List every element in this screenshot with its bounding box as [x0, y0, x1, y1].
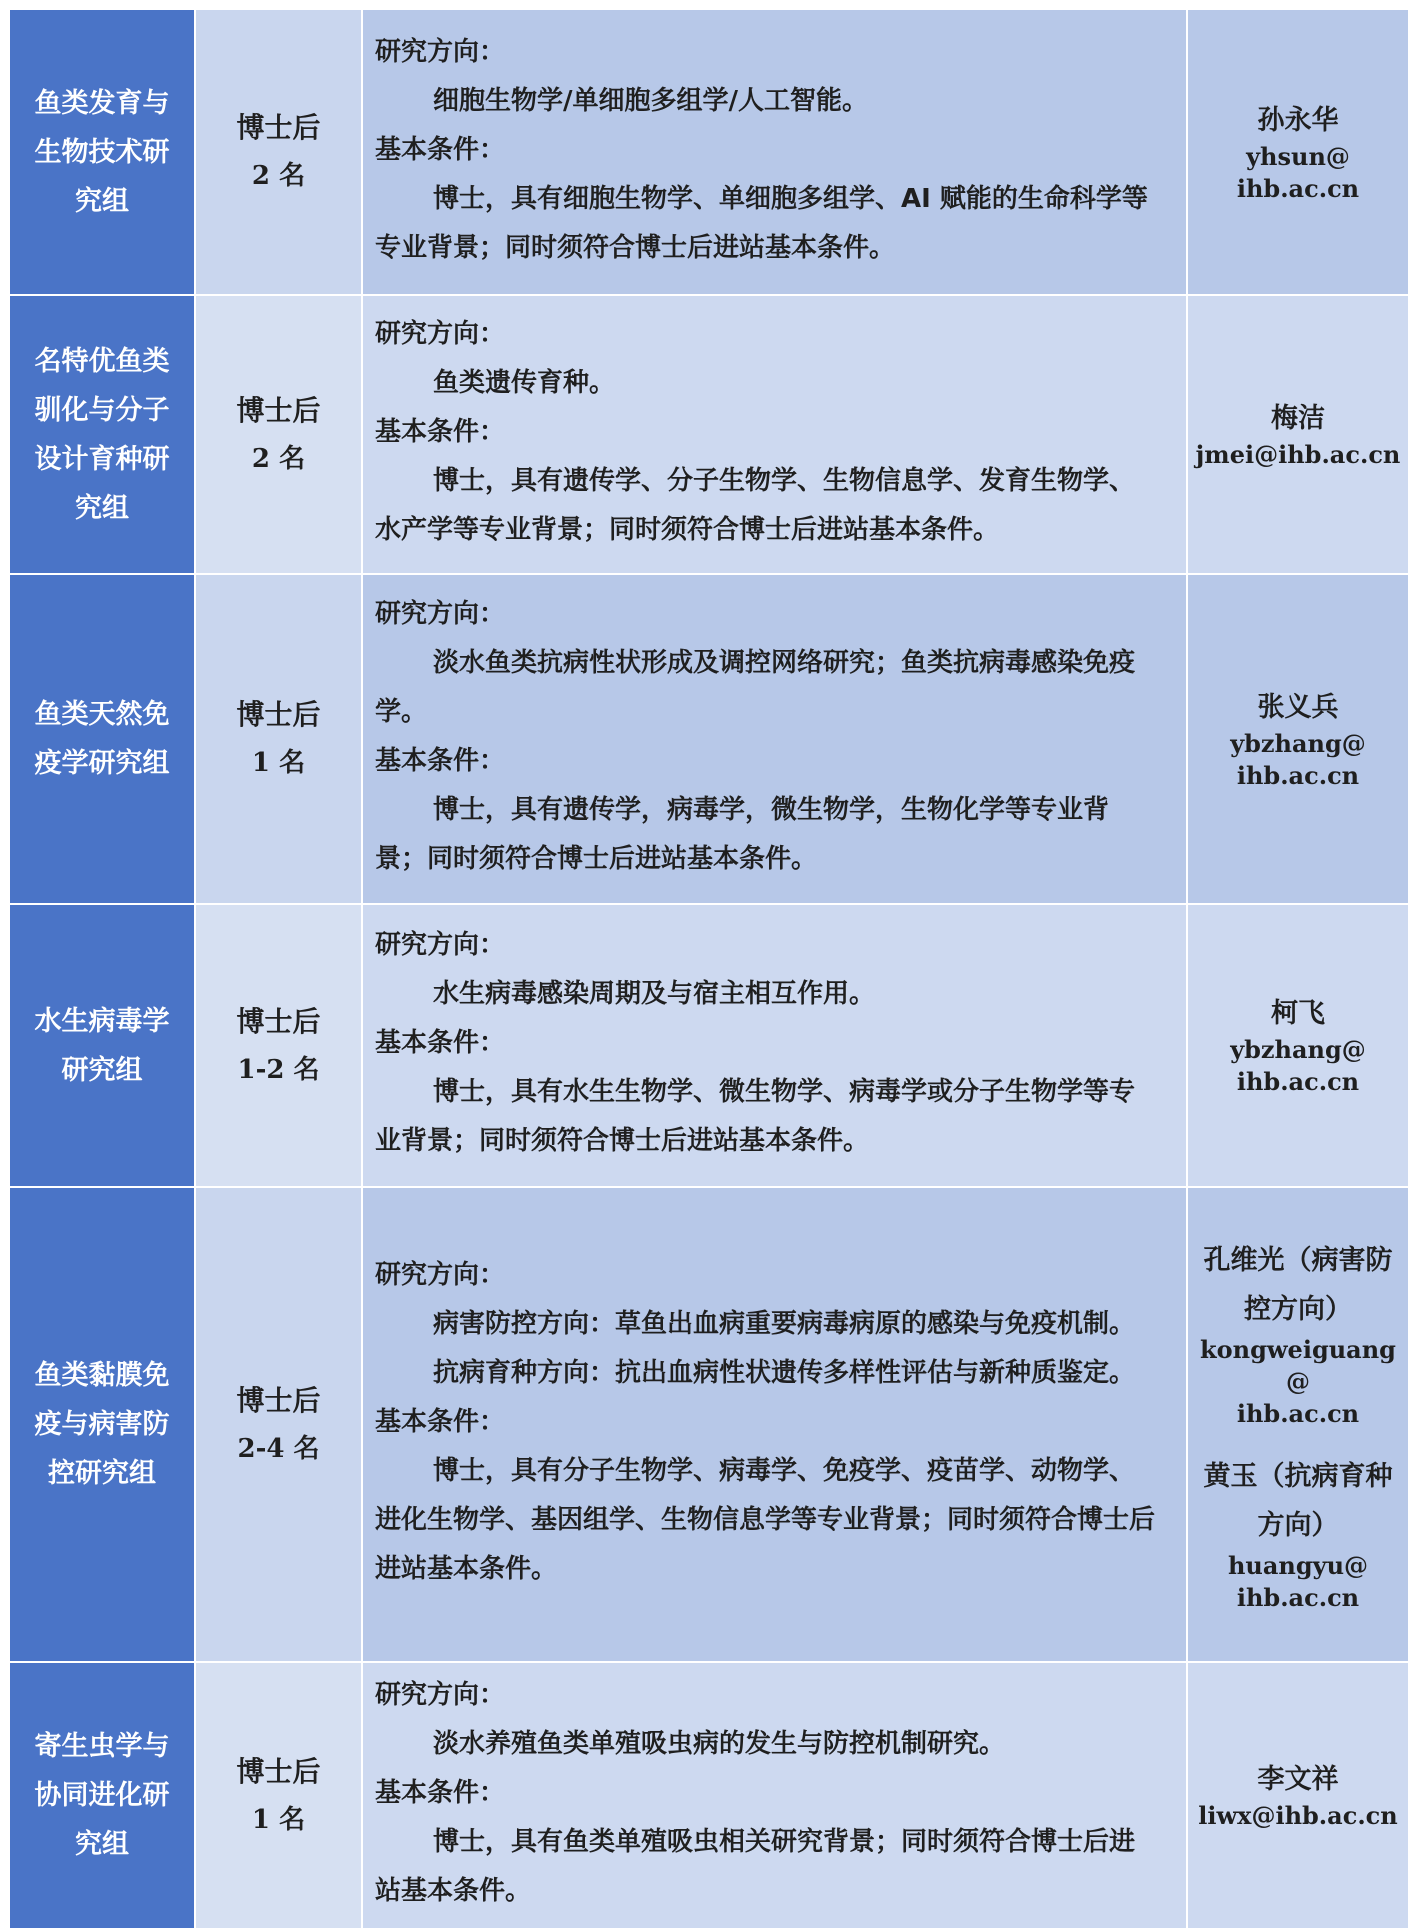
description-cell [362, 9, 1187, 295]
requirement-label: 基本条件： [375, 1778, 506, 1808]
direction-text: 水生病毒感染周期及与宿主相互作用。 [433, 979, 876, 1009]
group-name-line: 疫学研究组 [34, 748, 170, 779]
direction-label: 研究方向： [375, 930, 506, 960]
group-name-line: 协同进化研 [34, 1780, 170, 1811]
contact-name: 孙永华 [1257, 104, 1339, 136]
contact-email[interactable]: ihb.ac.cn [1236, 1398, 1360, 1428]
description-cell [362, 1662, 1187, 1929]
contact-email[interactable]: yhsun@ [1246, 141, 1350, 171]
position-count: 2 名 [251, 161, 306, 191]
requirement-label: 基本条件： [375, 134, 506, 165]
direction-text: 病害防控方向：草鱼出血病重要病毒病原的感染与免疫机制。 [433, 1309, 1136, 1339]
position-cell [195, 904, 362, 1187]
direction-text: 抗病育种方向：抗出血病性状遗传多样性评估与新种质鉴定。 [433, 1358, 1136, 1388]
position-cell [195, 574, 362, 904]
position-title: 博士后 [236, 393, 321, 427]
contact-cell [1187, 904, 1409, 1187]
description-cell [362, 574, 1187, 904]
position-title: 博士后 [236, 111, 321, 144]
group-name-line: 驯化与分子 [34, 394, 170, 426]
position-title: 博士后 [236, 698, 321, 731]
direction-text: 淡水鱼类抗病性状形成及调控网络研究；鱼类抗病毒感染免疫学。 [375, 648, 1136, 727]
table-row [9, 9, 1409, 295]
position-title: 博士后 [236, 1383, 321, 1417]
group-name-line: 水生病毒学 [34, 1005, 170, 1037]
direction-label: 研究方向： [375, 1680, 506, 1710]
group-name-line: 研究组 [61, 1054, 143, 1086]
position-count: 1 名 [251, 748, 306, 778]
group-name-cell [9, 1187, 195, 1662]
group-name-line: 究组 [75, 492, 129, 524]
recruitment-table [8, 8, 1410, 1930]
group-name-line: 鱼类发育与 [34, 87, 170, 119]
requirement-text: 博士，具有分子生物学、病毒学、免疫学、疫苗学、动物学、进化生物学、基因组学、生物信息学等专业背景；同时须符合博士后进站基本条件。 [375, 1456, 1156, 1584]
direction-text: 细胞生物学/单细胞多组学/人工智能。 [433, 85, 868, 116]
position-cell [195, 1187, 362, 1662]
requirement-text: 博士，具有水生生物学、微生物学、病毒学或分子生物学等专业背景；同时须符合博士后进站基本条件。 [375, 1077, 1136, 1156]
position-count: 2-4 名 [237, 1433, 320, 1464]
position-title: 博士后 [236, 1004, 321, 1038]
contact-email[interactable]: kongweiguang [1200, 1334, 1396, 1364]
requirement-text: 博士，具有鱼类单殖吸虫相关研究背景；同时须符合博士后进站基本条件。 [375, 1827, 1136, 1906]
contact-email[interactable]: ybzhang@ [1230, 728, 1366, 758]
table-row [9, 1187, 1409, 1662]
requirement-text: 博士，具有遗传学、分子生物学、生物信息学、发育生物学、水产学等专业背景；同时须符合博士后进站基本条件。 [375, 466, 1136, 545]
group-name-cell [9, 1662, 195, 1929]
contact-email[interactable]: liwx@ihb.ac.cn [1198, 1801, 1398, 1830]
table-row [9, 574, 1409, 904]
position-cell [195, 295, 362, 574]
group-name-line: 疫与病害防 [34, 1409, 170, 1440]
requirement-label: 基本条件： [375, 1407, 506, 1437]
group-name-cell [9, 9, 195, 295]
group-name-cell [9, 904, 195, 1187]
contact-email[interactable]: ihb.ac.cn [1236, 173, 1360, 203]
contact-cell [1187, 1187, 1409, 1662]
position-cell [195, 9, 362, 295]
contact-cell [1187, 9, 1409, 295]
requirement-label: 基本条件： [375, 1028, 506, 1058]
position-count: 2 名 [251, 443, 306, 474]
contact-spacer [1194, 1430, 1402, 1452]
contact-name: 张义兵 [1257, 691, 1339, 723]
description-cell [362, 904, 1187, 1187]
contact-email[interactable]: ihb.ac.cn [1236, 760, 1360, 790]
contact-email[interactable]: huangyu@ [1227, 1550, 1369, 1580]
requirement-label: 基本条件： [375, 417, 506, 447]
direction-label: 研究方向： [375, 319, 506, 349]
contact-name: 柯飞 [1271, 998, 1325, 1029]
position-count: 1-2 名 [237, 1054, 320, 1085]
contact-name: 孔维光（病害防控方向） [1203, 1244, 1393, 1325]
group-name-line: 设计育种研 [34, 443, 170, 475]
contact-email[interactable]: ihb.ac.cn [1236, 1582, 1360, 1612]
contact-name: 李文祥 [1257, 1764, 1339, 1795]
requirement-label: 基本条件： [375, 746, 506, 776]
group-name-line: 生物技术研 [34, 136, 170, 168]
description-cell [362, 1187, 1187, 1662]
direction-label: 研究方向： [375, 1260, 506, 1290]
contact-email[interactable]: ihb.ac.cn [1236, 1067, 1360, 1096]
contact-name: 梅洁 [1271, 403, 1325, 434]
contact-name: 黄玉（抗病育种方向） [1203, 1460, 1393, 1541]
group-name-line: 究组 [75, 1829, 129, 1860]
group-name-line: 鱼类黏膜免 [34, 1360, 170, 1391]
group-name-line: 控研究组 [48, 1458, 156, 1489]
group-name-line: 寄生虫学与 [34, 1731, 170, 1762]
description-cell [362, 295, 1187, 574]
group-name-line: 名特优鱼类 [34, 345, 170, 377]
requirement-text: 博士，具有细胞生物学、单细胞多组学、AI 赋能的生命科学等专业背景；同时须符合博士后进站基本条件。 [375, 183, 1148, 263]
recruitment-table-sheet [8, 8, 1408, 1930]
contact-cell [1187, 295, 1409, 574]
group-name-line: 究组 [75, 185, 129, 217]
table-row [9, 1662, 1409, 1929]
position-title: 博士后 [236, 1754, 321, 1788]
position-cell [195, 1662, 362, 1929]
contact-email[interactable]: ybzhang@ [1230, 1035, 1366, 1064]
table-row [9, 904, 1409, 1187]
group-name-cell [9, 295, 195, 574]
contact-email[interactable]: jmei@ihb.ac.cn [1195, 440, 1401, 469]
direction-label: 研究方向： [375, 36, 506, 67]
direction-text: 淡水养殖鱼类单殖吸虫病的发生与防控机制研究。 [433, 1729, 1006, 1759]
group-name-cell [9, 574, 195, 904]
contact-cell [1187, 574, 1409, 904]
position-count: 1 名 [251, 1804, 306, 1835]
contact-cell [1187, 1662, 1409, 1929]
requirement-text: 博士，具有遗传学，病毒学，微生物学，生物化学等专业背景；同时须符合博士后进站基本条件。 [375, 795, 1110, 874]
contact-email[interactable]: @ [1286, 1366, 1310, 1396]
table-row [9, 295, 1409, 574]
direction-text: 鱼类遗传育种。 [433, 368, 616, 398]
group-name-line: 鱼类天然免 [34, 699, 170, 730]
direction-label: 研究方向： [375, 599, 506, 629]
